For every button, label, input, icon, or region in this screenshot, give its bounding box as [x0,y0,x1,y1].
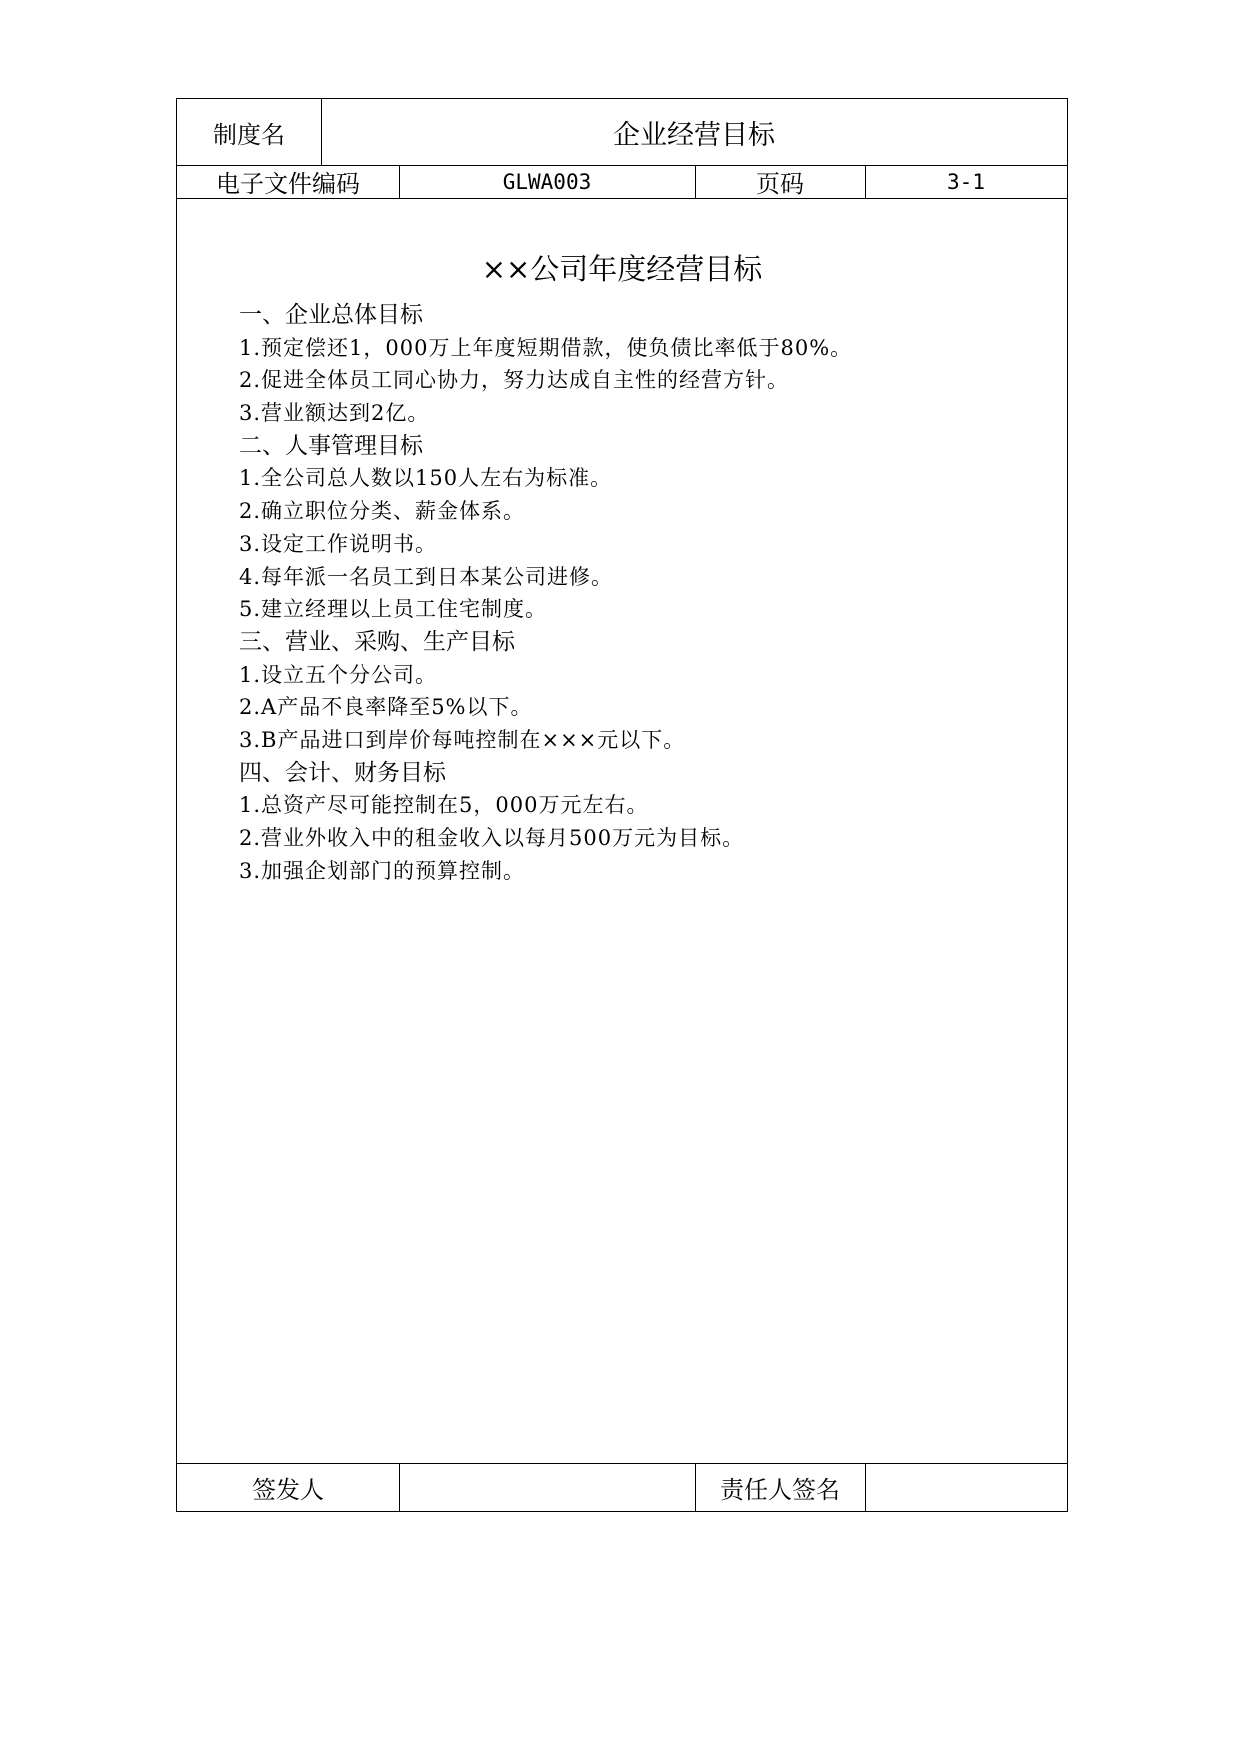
document-form [176,98,1068,1512]
list-item: 3.加强企划部门的预算控制。 [239,858,526,883]
divider [177,198,1067,199]
list-item: 2.促进全体员工同心协力，努力达成自主性的经营方针。 [239,368,790,393]
list-item: 2.确立职位分类、薪金体系。 [239,499,526,524]
list-item: 4.每年派一名员工到日本某公司进修。 [239,564,614,589]
responsible-signature-label: 责任人签名 [720,1475,840,1504]
regulation-name-value: 企业经营目标 [613,119,775,151]
list-item: 3.B产品进口到岸价每吨控制在×××元以下。 [239,727,686,752]
regulation-name-label: 制度名 [213,120,285,149]
list-item: 2.A产品不良率降至5%以下。 [239,695,533,720]
list-item: 1.全公司总人数以150人左右为标准。 [239,466,613,491]
list-item: 3.设定工作说明书。 [239,531,438,556]
section-heading: 三、营业、采购、生产目标 [239,628,515,655]
section-heading: 二、人事管理目标 [239,432,423,459]
list-item: 5.建立经理以上员工住宅制度。 [239,597,548,622]
list-item: 1.预定偿还1，000万上年度短期借款，使负债比率低于80%。 [239,335,853,360]
page-label: 页码 [756,170,804,198]
section-heading: 一、企业总体目标 [239,302,423,328]
issuer-field[interactable] [399,1463,695,1511]
page-value: 3-1 [947,169,985,194]
document-body [239,299,1027,887]
list-item: 1.设立五个分公司。 [239,662,438,687]
list-item: 3.营业额达到2亿。 [239,401,430,426]
issuer-label: 签发人 [252,1475,324,1504]
list-item: 2.营业外收入中的租金收入以每月500万元为目标。 [239,826,745,850]
file-code-label: 电子文件编码 [216,170,360,198]
responsible-signature-field[interactable] [865,1463,1067,1511]
file-code-value: GLWA003 [502,169,592,194]
document-title: ××公司年度经营目标 [481,252,763,286]
list-item: 1.总资产尽可能控制在5，000万元左右。 [239,793,649,818]
section-heading: 四、会计、财务目标 [239,759,446,786]
